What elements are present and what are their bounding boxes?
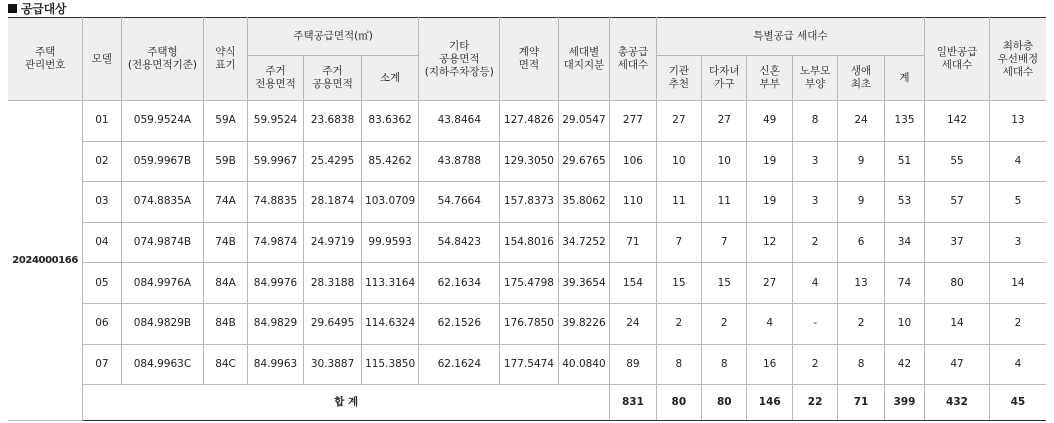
cell-model: 02 [83,141,121,182]
cell-multi: 11 [702,182,747,223]
cell-sum: 51 [884,141,924,182]
cell-elder: 4 [792,263,837,304]
cell-other: 54.7664 [419,182,500,223]
cell-inst: 7 [656,222,701,263]
total-cell-lowest: 45 [989,385,1046,421]
cell-type: 059.9524A [121,101,204,142]
cell-exclusive: 84.9829 [247,303,304,344]
cell-abbr: 59A [204,101,247,142]
cell-multi: 10 [702,141,747,182]
section-title [8,0,66,17]
cell-contract: 154.8016 [500,222,559,263]
header-general: 일반공급 세대수 [925,18,990,101]
cell-general: 57 [925,182,990,223]
cell-other: 62.1624 [419,344,500,385]
cell-contract: 157.8373 [500,182,559,223]
total-cell-total: 831 [610,385,656,421]
cell-sum: 10 [884,303,924,344]
cell-land: 40.0840 [558,344,609,385]
cell-total: 277 [610,101,656,142]
cell-newly: 4 [747,303,792,344]
supply-table [8,17,1046,421]
cell-land: 39.8226 [558,303,609,344]
table-row [8,182,1046,223]
cell-elder: 8 [792,101,837,142]
cell-contract: 177.5474 [500,344,559,385]
square-bullet-icon [8,4,17,13]
cell-first: 9 [838,141,884,182]
header-common: 주거 공용면적 [304,56,362,101]
cell-abbr: 84B [204,303,247,344]
total-cell-newly: 146 [747,385,792,421]
header-lowest-floor: 최하층 우선배정 세대수 [989,18,1046,101]
cell-abbr: 59B [204,141,247,182]
cell-subtotal: 83.6362 [361,101,419,142]
cell-type: 074.8835A [121,182,204,223]
total-cell-general: 432 [925,385,990,421]
cell-multi: 27 [702,101,747,142]
cell-inst: 11 [656,182,701,223]
cell-model: 04 [83,222,121,263]
cell-common: 24.9719 [304,222,362,263]
cell-common: 29.6495 [304,303,362,344]
totals-row [8,385,1046,421]
cell-contract: 175.4798 [500,263,559,304]
cell-total: 89 [610,344,656,385]
cell-abbr: 84A [204,263,247,304]
cell-other: 43.8788 [419,141,500,182]
header-supply-area: 주택공급면적(㎡) [247,18,419,56]
cell-sum: 42 [884,344,924,385]
total-cell-elder: 22 [792,385,837,421]
cell-elder: 3 [792,182,837,223]
cell-general: 14 [925,303,990,344]
header-total-supply: 총공급 세대수 [610,18,656,101]
header-sum: 계 [884,56,924,101]
header-housing-type: 주택형 (전용면적기준) [121,18,204,101]
cell-multi: 7 [702,222,747,263]
table-row [8,344,1046,385]
cell-abbr: 74A [204,182,247,223]
cell-other: 62.1526 [419,303,500,344]
cell-common: 23.6838 [304,101,362,142]
cell-common: 28.3188 [304,263,362,304]
cell-common: 25.4295 [304,141,362,182]
cell-exclusive: 84.9976 [247,263,304,304]
cell-other: 54.8423 [419,222,500,263]
table-row [8,263,1046,304]
cell-total: 71 [610,222,656,263]
housing-code-cell: 2024000166 [8,101,83,421]
cell-newly: 27 [747,263,792,304]
cell-land: 29.0547 [558,101,609,142]
cell-first: 9 [838,182,884,223]
cell-common: 30.3887 [304,344,362,385]
table-row [8,101,1046,142]
cell-contract: 127.4826 [500,101,559,142]
cell-lowest: 3 [989,222,1046,263]
cell-type: 084.9829B [121,303,204,344]
totals-label: 합 계 [83,385,610,421]
cell-general: 80 [925,263,990,304]
header-abbr: 약식 표기 [204,18,247,101]
cell-general: 55 [925,141,990,182]
cell-model: 07 [83,344,121,385]
cell-sum: 135 [884,101,924,142]
header-housing-code: 주택 관리번호 [8,18,83,101]
header-special-supply: 특별공급 세대수 [656,18,925,56]
cell-multi: 2 [702,303,747,344]
header-newlywed: 신혼 부부 [747,56,792,101]
cell-lowest: 4 [989,141,1046,182]
cell-lowest: 5 [989,182,1046,223]
cell-elder: 2 [792,222,837,263]
header-first-life: 생애 최초 [838,56,884,101]
table-row [8,303,1046,344]
cell-contract: 129.3050 [500,141,559,182]
cell-newly: 49 [747,101,792,142]
cell-model: 06 [83,303,121,344]
cell-subtotal: 99.9593 [361,222,419,263]
header-elderly: 노부모 부양 [792,56,837,101]
cell-land: 35.8062 [558,182,609,223]
cell-multi: 8 [702,344,747,385]
cell-common: 28.1874 [304,182,362,223]
cell-first: 2 [838,303,884,344]
cell-inst: 10 [656,141,701,182]
total-cell-first: 71 [838,385,884,421]
cell-exclusive: 59.9967 [247,141,304,182]
cell-multi: 15 [702,263,747,304]
table-row [8,222,1046,263]
cell-sum: 34 [884,222,924,263]
cell-newly: 19 [747,182,792,223]
header-land-share: 세대별 대지지분 [558,18,609,101]
cell-land: 34.7252 [558,222,609,263]
cell-type: 074.9874B [121,222,204,263]
cell-model: 03 [83,182,121,223]
cell-subtotal: 103.0709 [361,182,419,223]
cell-general: 142 [925,101,990,142]
cell-subtotal: 113.3164 [361,263,419,304]
table-row [8,141,1046,182]
cell-sum: 53 [884,182,924,223]
header-contract-area: 계약 면적 [500,18,559,101]
cell-general: 37 [925,222,990,263]
cell-total: 154 [610,263,656,304]
cell-lowest: 13 [989,101,1046,142]
cell-elder: 2 [792,344,837,385]
cell-other: 43.8464 [419,101,500,142]
cell-inst: 8 [656,344,701,385]
total-cell-inst: 80 [656,385,701,421]
cell-first: 8 [838,344,884,385]
cell-exclusive: 74.8835 [247,182,304,223]
cell-land: 39.3654 [558,263,609,304]
cell-type: 084.9976A [121,263,204,304]
cell-exclusive: 59.9524 [247,101,304,142]
cell-newly: 12 [747,222,792,263]
cell-general: 47 [925,344,990,385]
total-cell-multi: 80 [702,385,747,421]
header-exclusive: 주거 전용면적 [247,56,304,101]
cell-model: 05 [83,263,121,304]
header-multi-child: 다자녀 가구 [702,56,747,101]
header-other-common: 기타 공용면적 (지하주차장등) [419,18,500,101]
cell-elder: - [792,303,837,344]
cell-type: 059.9967B [121,141,204,182]
cell-lowest: 2 [989,303,1046,344]
cell-total: 110 [610,182,656,223]
cell-first: 13 [838,263,884,304]
cell-abbr: 74B [204,222,247,263]
cell-inst: 27 [656,101,701,142]
cell-inst: 15 [656,263,701,304]
cell-subtotal: 114.6324 [361,303,419,344]
section-title-text: 공급대상 [21,2,67,16]
cell-newly: 19 [747,141,792,182]
cell-total: 106 [610,141,656,182]
cell-total: 24 [610,303,656,344]
cell-contract: 176.7850 [500,303,559,344]
header-model: 모델 [83,18,121,101]
cell-subtotal: 85.4262 [361,141,419,182]
cell-other: 62.1634 [419,263,500,304]
header-subtotal: 소계 [361,56,419,101]
cell-first: 6 [838,222,884,263]
cell-lowest: 14 [989,263,1046,304]
cell-type: 084.9963C [121,344,204,385]
cell-abbr: 84C [204,344,247,385]
total-cell-sum: 399 [884,385,924,421]
cell-model: 01 [83,101,121,142]
cell-sum: 74 [884,263,924,304]
cell-newly: 16 [747,344,792,385]
cell-land: 29.6765 [558,141,609,182]
cell-inst: 2 [656,303,701,344]
cell-first: 24 [838,101,884,142]
cell-exclusive: 74.9874 [247,222,304,263]
cell-lowest: 4 [989,344,1046,385]
cell-exclusive: 84.9963 [247,344,304,385]
header-institution: 기관 추천 [656,56,701,101]
cell-subtotal: 115.3850 [361,344,419,385]
cell-elder: 3 [792,141,837,182]
